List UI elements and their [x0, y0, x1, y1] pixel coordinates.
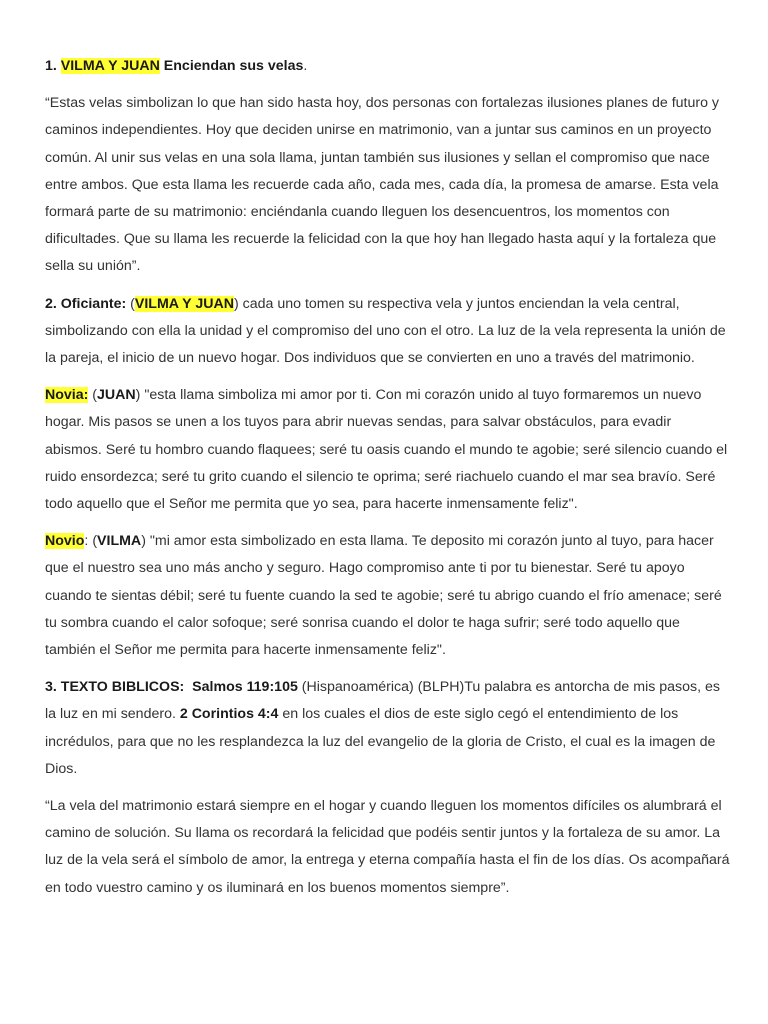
novia-paragraph [45, 382, 730, 518]
section-3-text-2: en los cuales el dios de este siglo cegó el entendimiento de los incrédulos, para que no les resplandezca la luz del evangelio de la gloria de Cristo, el cual es la imagen de Dios. [45, 706, 716, 777]
section-3-label: 3. TEXTO BIBLICOS: [45, 679, 185, 696]
section-2-names: VILMA Y JUAN [134, 295, 234, 312]
section-2-text: ) cada uno tomen su respectiva vela y juntos enciendan la vela central, simbolizando con ella la unidad y el compromiso del uno con el otro. La luz de la vela representa la unión de la pareja, el inicio de un nuevo hogar. Dos individuos que se convierten en uno a través del matrimonio. [45, 295, 726, 367]
section-3-text-1: (Hispanoamérica) (BLPH)Tu palabra es antorcha de mis pasos, es la luz en mi sendero. [45, 679, 720, 723]
section-2-oficiante [45, 291, 730, 373]
novio-name: VILMA [97, 533, 142, 550]
document-page [45, 53, 730, 912]
section-1-title: Enciendan sus velas [159, 58, 304, 74]
novio-colon: : [84, 533, 89, 550]
section-1-period: . [303, 58, 308, 74]
novio-text: ) "mi amor esta simbolizado en esta llama. Te deposito mi corazón junto al tuyo, para hacer que el nuestro sea uno más ancho y seguro. Hago compromiso ante ti por tu bienestar. Seré tu apoyo cuando te sientas débil; seré tu fuente cuando la sed te agobie; seré tu abrigo cuando el frío amenace; seré tu sombra cuando el calor sofoque; seré sonrisa cuando el dolor te haga sufrir; seré todo aquello que también el Señor me permita para hacerte inmensamente feliz". [45, 533, 722, 659]
section-1-heading [45, 53, 730, 80]
novio-label: Novio [45, 533, 85, 550]
novia-name: JUAN [97, 387, 136, 404]
section-3-ref-2: 2 Corintios 4:4 [179, 706, 279, 723]
section-3-texts [45, 674, 730, 783]
section-2-label: 2. Oficiante: [45, 295, 127, 312]
novia-open: ( [88, 387, 98, 404]
novia-text: ) "esta llama simboliza mi amor por ti. Con mi corazón unido al tuyo formaremos un nuevo hogar. Mis pasos se unen a los tuyos para abrir nuevas sendas, para salvar obstáculos, para evadir abismos. Seré tu hombro cuando flaquees; seré tu oasis cuando el mundo te agobie; seré silencio cuando el ruido ensordezca; seré tu grito cuando el silencio te oprima; seré riachuelo cuando el mar sea bravío. Seré todo aquello que el Señor me permita que yo sea, para hacerte inmensamente feliz". [45, 387, 728, 513]
section-1-number: 1. [45, 58, 61, 74]
novio-open: ( [88, 533, 98, 550]
section-3-ref-1: Salmos 119:105 [192, 679, 298, 696]
paragraph-candles: “Estas velas simbolizan lo que han sido hasta hoy, dos personas con fortalezas ilusiones planes de futuro y caminos independientes. Hoy que deciden unirse en matrimonio, van a juntar sus caminos en un proyecto común. Al unir sus velas en una sola llama, juntan también sus ilusiones y sellan el compromiso que nace entre ambos. Que esta llama les recuerde cada año, cada mes, cada día, la promesa de amarse. Esta vela formará parte de su matrimonio: enciéndanla cuando lleguen los desencuentros, los momentos con dificultades. Que su llama les recuerde la felicidad con la que hoy han llegado hasta aquí y la fortaleza que sella su unión”. [45, 95, 720, 275]
section-1-names: VILMA Y JUAN [60, 58, 160, 74]
novio-paragraph [45, 528, 730, 664]
paragraph-final: “La vela del matrimonio estará siempre en el hogar y cuando lleguen los momentos difíciles os alumbrará el camino de solución. Su llama os recordará la felicidad que podéis sentir juntos y la fortaleza de su amor. La luz de la vela será el símbolo de amor, la entrega y eterna compañía hasta el fin de los días. Os acompañará en todo vuestro camino y os iluminará en los buenos momentos siempre”. [45, 798, 730, 896]
novia-label: Novia: [45, 387, 89, 404]
section-2-open: ( [126, 295, 135, 312]
